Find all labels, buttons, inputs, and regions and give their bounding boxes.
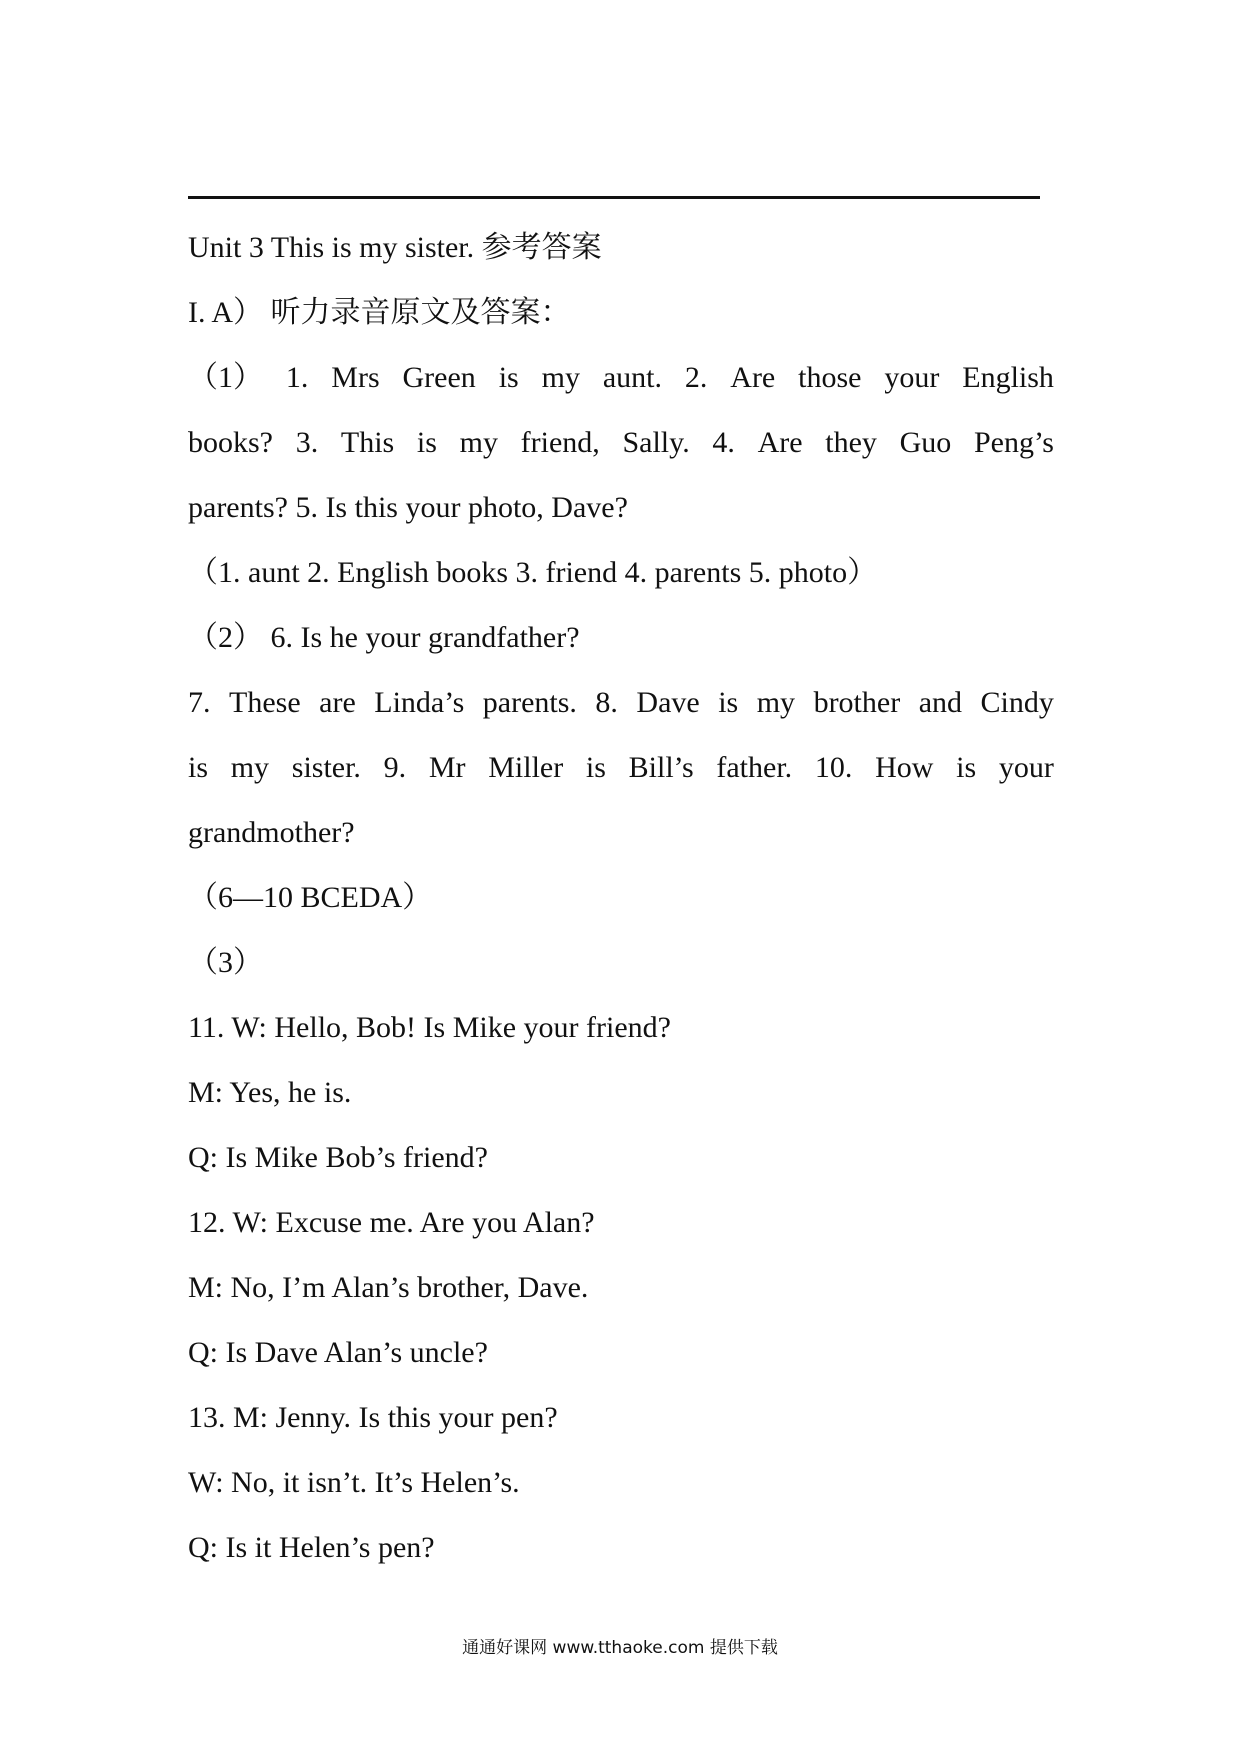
- dialogue-line: 12. W: Excuse me. Are you Alan?: [188, 1206, 595, 1239]
- word: friend,: [520, 426, 600, 459]
- word: 4.: [712, 426, 735, 459]
- word: your: [998, 751, 1054, 784]
- word: English: [962, 361, 1054, 394]
- dialogue-line: M: Yes, he is.: [188, 1076, 352, 1109]
- word: Bill’s: [628, 751, 694, 784]
- word: 1.: [285, 361, 309, 394]
- word: Sally.: [622, 426, 690, 459]
- word: Dave: [636, 686, 700, 719]
- document-title: Unit 3 This is my sister. 参考答案: [188, 231, 602, 264]
- dialogue-line: 11. W: Hello, Bob! Is Mike your friend?: [188, 1011, 671, 1044]
- word: Linda’s: [374, 686, 465, 719]
- word: This: [340, 426, 395, 459]
- word: 7.: [188, 686, 211, 719]
- word: your: [884, 361, 940, 394]
- part1-line1: [188, 358, 1054, 398]
- word: Are: [730, 361, 776, 394]
- word: （1）: [188, 361, 263, 394]
- footer-text: 通通好课网 www.tthaoke.com 提供下载: [462, 1638, 778, 1658]
- dialogue-line: W: No, it isn’t. It’s Helen’s.: [188, 1466, 520, 1499]
- word: Green: [402, 361, 476, 394]
- word: Are: [757, 426, 803, 459]
- word: is: [956, 751, 977, 784]
- word: they: [825, 426, 877, 459]
- dialogue-line: M: No, I’m Alan’s brother, Dave.: [188, 1271, 589, 1304]
- word: Guo: [899, 426, 952, 459]
- word: 9.: [383, 751, 407, 784]
- word: parents.: [482, 686, 577, 719]
- word: books?: [188, 426, 273, 459]
- word: is: [718, 686, 739, 719]
- part1-line3: parents? 5. Is this your photo, Dave?: [188, 491, 628, 524]
- word: my: [541, 361, 580, 394]
- word: Peng’s: [973, 426, 1054, 459]
- word: 10.: [814, 751, 853, 784]
- part1-answers: （1. aunt 2. English books 3. friend 4. parents 5. photo）: [188, 556, 878, 589]
- word: is: [498, 361, 519, 394]
- word: father.: [716, 751, 793, 784]
- word: my: [459, 426, 498, 459]
- part2-line1: （2） 6. Is he your grandfather?: [188, 621, 580, 654]
- word: 3.: [295, 426, 319, 459]
- word: sister.: [291, 751, 361, 784]
- dialogue-line: Q: Is Mike Bob’s friend?: [188, 1141, 488, 1174]
- word: Mr: [428, 751, 466, 784]
- word: How: [875, 751, 934, 784]
- word: is: [188, 751, 209, 784]
- word: 8.: [595, 686, 618, 719]
- dialogue-line: 13. M: Jenny. Is this your pen?: [188, 1401, 558, 1434]
- word: my: [230, 751, 270, 784]
- word: aunt.: [602, 361, 662, 394]
- part2-line2: [188, 683, 1054, 723]
- part2-answers: （6—10 BCEDA）: [188, 881, 433, 914]
- part2-line3: [188, 748, 1054, 788]
- dialogue-line: Q: Is Dave Alan’s uncle?: [188, 1336, 488, 1369]
- word: 2.: [684, 361, 708, 394]
- word: is: [416, 426, 437, 459]
- section-heading: I. A） 听力录音原文及答案：: [188, 296, 571, 329]
- word: Cindy: [980, 686, 1054, 719]
- word: my: [756, 686, 796, 719]
- part3-label: （3）: [188, 946, 263, 979]
- word: Mrs: [331, 361, 380, 394]
- word: brother: [813, 686, 901, 719]
- dialogue-line: Q: Is it Helen’s pen?: [188, 1531, 435, 1564]
- word: are: [319, 686, 356, 719]
- part1-line2: [188, 423, 1054, 463]
- word: These: [229, 686, 301, 719]
- header-rule: [188, 196, 1040, 199]
- part2-line4: grandmother?: [188, 816, 355, 849]
- word: Miller: [488, 751, 564, 784]
- word: those: [798, 361, 862, 394]
- word: is: [585, 751, 606, 784]
- word: and: [918, 686, 963, 719]
